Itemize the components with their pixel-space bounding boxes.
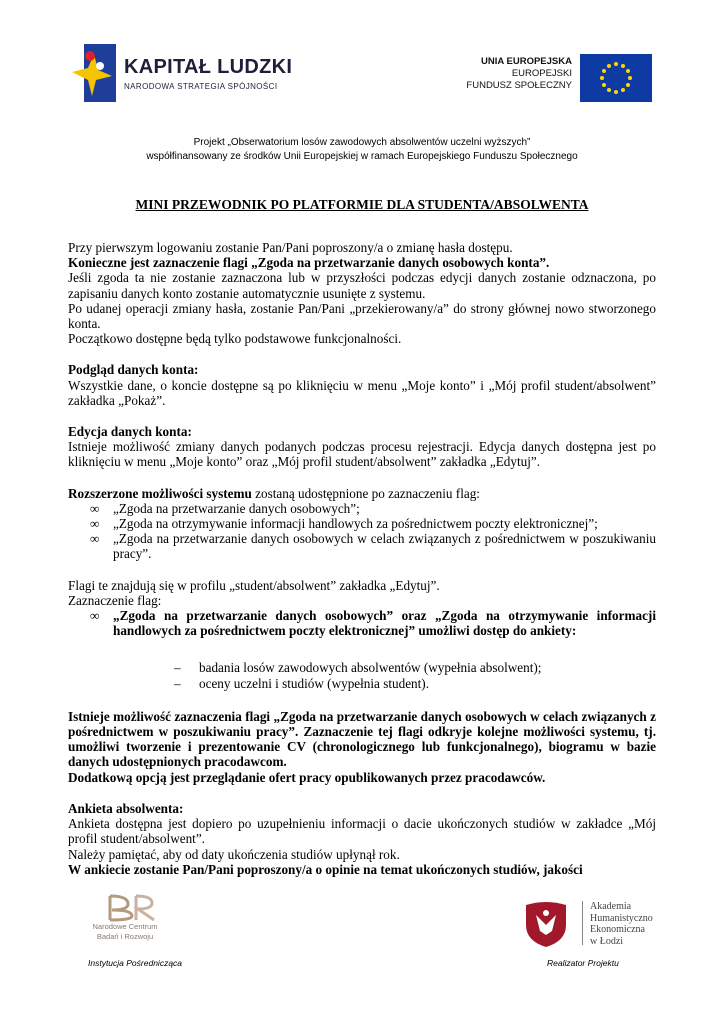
ahe-eagle-icon (518, 899, 574, 949)
project-info (0, 136, 724, 164)
contractor-caption: Realizator Projektu (547, 958, 619, 968)
intro-paragraph-1: Przy pierwszym logowaniu zostanie Pan/Pani poproszony/a o zmianę hasła dostępu. (68, 240, 513, 255)
efs-line2: FUNDUSZ SPOŁECZNY (466, 80, 572, 91)
edit-text: Istnieje możliwość zmiany danych podanych podczas procesu rejestracji. Edycja danych dostępna jest po kliknięciu w menu „Moje konto” oraz „Mój profil student/absolwent” zakładka „Edytuj”. (68, 439, 656, 470)
extended-lead-rest: zostaną udostępnione po zaznaczeniu flag: (251, 485, 480, 501)
eu-text (466, 56, 572, 92)
ahe-name: Akademia Humanistyczno Ekonomiczna w Łodzi (590, 901, 653, 947)
kapital-ludzki-title: KAPITAŁ LUDZKI (124, 56, 293, 78)
intro-paragraph-5: Początkowo dostępne będą tylko podstawowe funkcjonalności. (68, 331, 402, 347)
list-item: ∞ „Zgoda na otrzymywanie informacji handlowych za pośrednictwem poczty elektronicznej”; (90, 516, 598, 532)
bullet-icon: ∞ (90, 531, 100, 547)
cv-paragraph-1: Istnieje możliwość zaznaczenia flagi „Zgoda na przetwarzanie danych osobowych w celach związanych z pośrednictwem w poszukiwaniu pracy”. Zaznaczenie tej flagi odkryje kolejne możliwości systemu, tj. umożliwi tworzenie i prezentowanie CV (chronologicznego lub funkcjonalnego), biogramu w bazie danych udostępnionych pracodawcom. (68, 708, 656, 770)
project-line-2: współfinansowany ze środków Unii Europejskiej w ramach Europejskiego Funduszu Społecznego (146, 151, 578, 162)
list-item: ∞ „Zgoda na przetwarzanie danych osobowych”; (90, 500, 360, 516)
edit-heading: Edycja danych konta: (68, 424, 192, 440)
eu-logo (440, 54, 652, 102)
flags-paragraph-2: Zaznaczenie flag: (68, 592, 162, 608)
ahe-logo (518, 895, 658, 955)
survey-paragraph-3: W ankiecie zostanie Pan/Pani poproszony/a o opinie na temat ukończonych studiów, jakości (68, 861, 583, 877)
survey-types-list (68, 660, 656, 690)
extended-lead-bold: Rozszerzone możliwości systemu (68, 485, 252, 501)
bullet-icon: ∞ (90, 516, 100, 532)
kapital-ludzki-emblem-icon (70, 42, 118, 104)
bullet-icon: ∞ (90, 608, 100, 624)
flags-list (68, 608, 656, 638)
ncbr-name: Narodowe Centrum Badań i Rozwoju (92, 922, 158, 941)
intermediary-caption: Instytucja Pośrednicząca (88, 958, 183, 968)
page-header (0, 0, 724, 120)
document-body (68, 240, 656, 877)
survey-paragraph-2: Należy pamiętać, aby od daty ukończenia studiów upłynął rok. (68, 846, 400, 862)
list-item: – badania losów zawodowych absolwentów (wypełnia absolwent); (174, 660, 542, 676)
dash-icon: – (174, 675, 181, 691)
project-line-1: Projekt „Obserwatorium losów zawodowych absolwentów uczelni wyższych” (193, 137, 531, 148)
dash-icon: – (174, 660, 181, 676)
survey-paragraph-1: Ankieta dostępna jest dopiero po uzupełnieniu informacji o dacie ukończonych studiów w zakładce „Mój profil student/absolwent”. (68, 816, 656, 847)
eu-name: UNIA EUROPEJSKA (481, 56, 572, 67)
preview-heading: Podgląd danych konta: (68, 362, 199, 378)
survey-heading: Ankieta absolwenta: (68, 800, 184, 816)
document-title: MINI PRZEWODNIK PO PLATFORMIE DLA STUDENTA/ABSOLWENTA (135, 197, 589, 212)
list-item: ∞ „Zgoda na przetwarzanie danych osobowych w celach związanych z pośrednictwem w poszukiwaniu pracy”. (90, 531, 656, 562)
preview-text: Wszystkie dane, o koncie dostępne są po kliknięciu w menu „Moje konto” i „Mój profil student/absolwent” zakładka „Pokaż”. (68, 377, 656, 408)
intro-paragraph-4: Po udanej operacji zmiany hasła, zostanie Pan/Pani „przekierowany/a” do strony głównej nowo stworzonego konta. (68, 300, 656, 332)
ahe-separator (582, 901, 583, 945)
extended-lead (68, 486, 656, 501)
efs-line1: EUROPEJSKI (511, 68, 572, 79)
eu-flag-icon (580, 54, 652, 102)
extended-list (68, 501, 656, 562)
intro-paragraph-2: Konieczne jest zaznaczenie flagi „Zgoda na przetwarzanie danych osobowych konta”. (68, 255, 550, 271)
cv-paragraph-2: Dodatkową opcją jest przeglądanie ofert pracy opublikowanych przez pracodawców. (68, 769, 546, 785)
list-item: ∞ „Zgoda na przetwarzanie danych osobowych” oraz „Zgoda na otrzymywanie informacji handlowych za pośrednictwem poczty elektronicznej” umożliwi dostęp do ankiety: (90, 608, 656, 639)
list-item: – oceny uczelni i studiów (wypełnia student). (174, 675, 429, 691)
kapital-ludzki-subtitle: NARODOWA STRATEGIA SPÓJNOŚCI (124, 82, 278, 91)
bullet-icon: ∞ (90, 500, 100, 516)
kapital-ludzki-logo (70, 42, 293, 106)
flags-paragraph-1: Flagi te znajdują się w profilu „student/absolwent” zakładka „Edytuj”. (68, 577, 440, 593)
intro-paragraph-3: Jeśli zgoda ta nie zostanie zaznaczona lub w przyszłości podczas edycji danych zostanie odznaczona, po zapisaniu danych konto zostanie automatycznie usunięte z systemu. (68, 270, 656, 301)
